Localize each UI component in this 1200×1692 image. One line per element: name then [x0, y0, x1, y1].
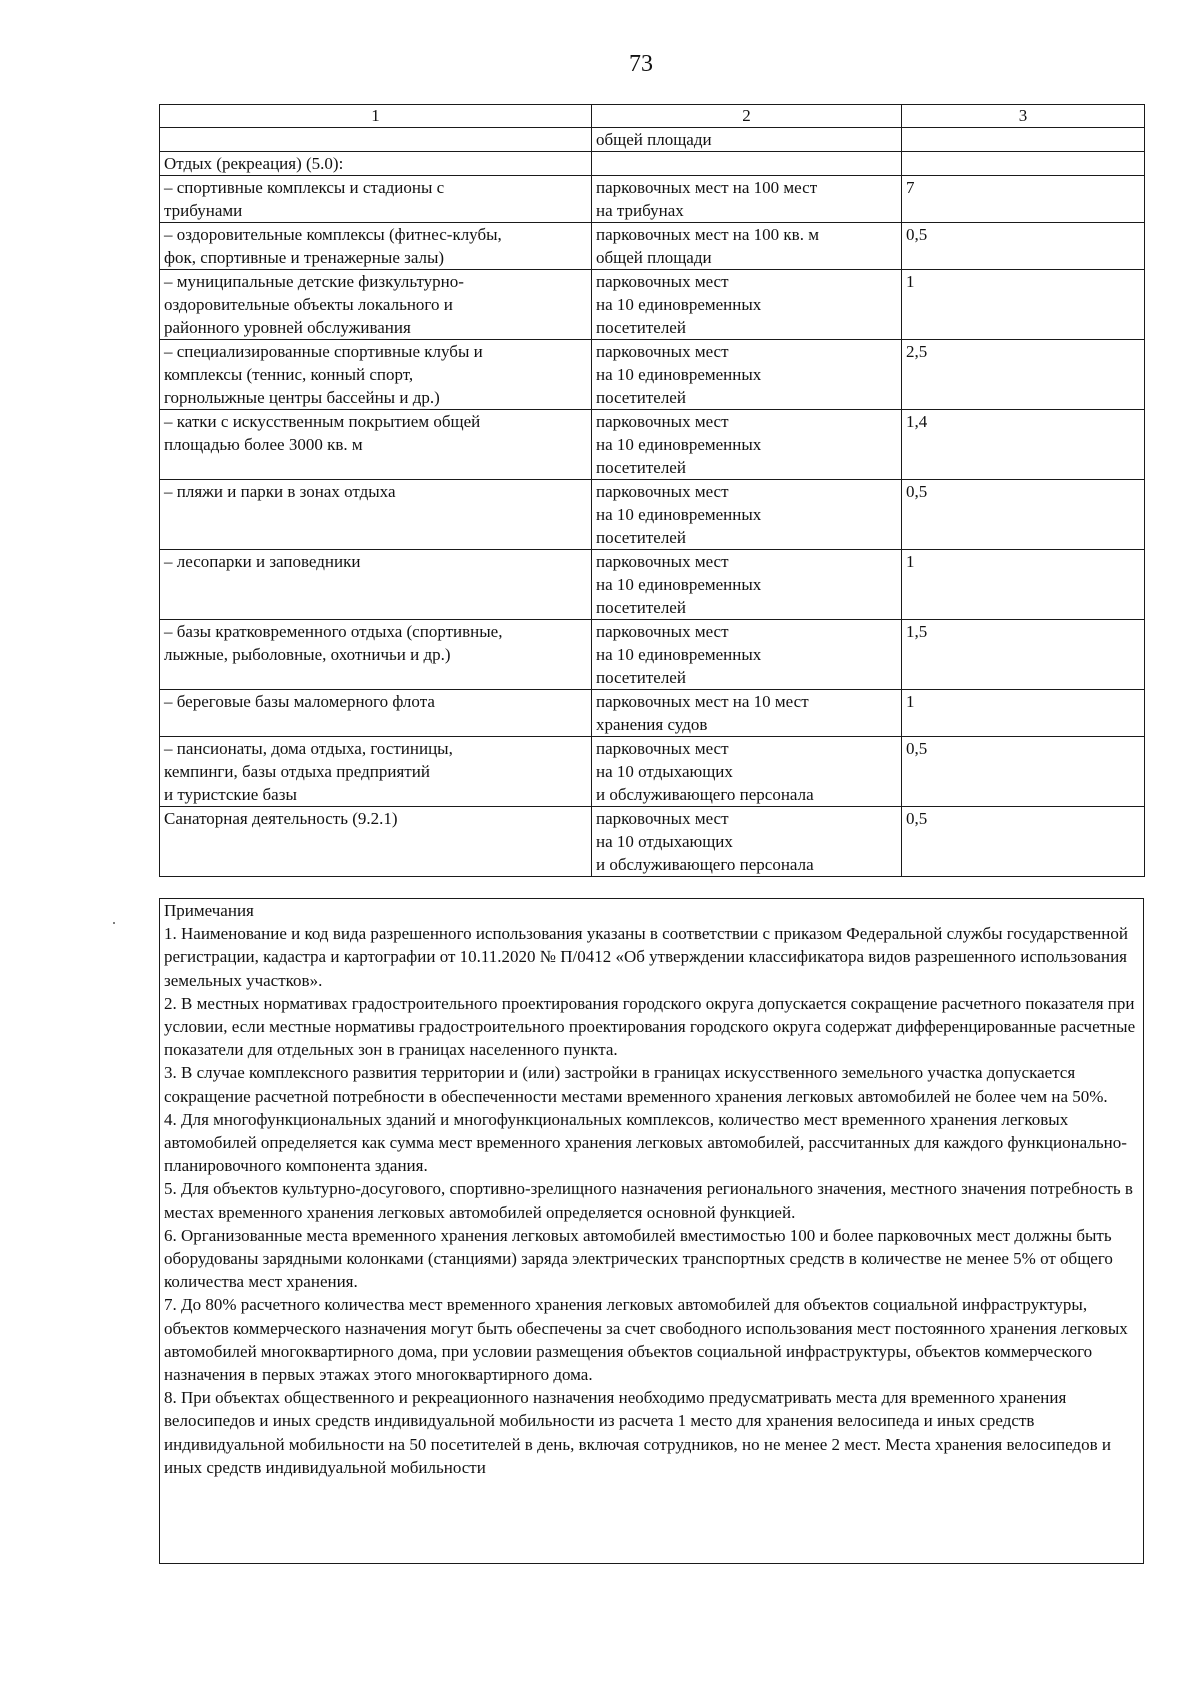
value-cell: 1,4 — [902, 410, 1145, 480]
unit-cell — [592, 152, 902, 176]
table-row — [160, 128, 1145, 152]
value-cell: 1 — [902, 270, 1145, 340]
notes-list — [164, 922, 1139, 1479]
table-row — [160, 223, 1145, 270]
category-cell: – пансионаты, дома отдыха, гостиницы, кемпинги, базы отдыха предприятий и туристские базы — [160, 737, 592, 807]
category-cell: – пляжи и парки в зонах отдыха — [160, 480, 592, 550]
table-row — [160, 807, 1145, 877]
category-cell: – оздоровительные комплексы (фитнес-клубы, фок, спортивные и тренажерные залы) — [160, 223, 592, 270]
note-item: 1. Наименование и код вида разрешенного использования указаны в соответствии с приказом Федеральной службы государственной регистрации, кадастра и картографии от 10.11.2020 № П/0412 «Об утверждении классификатора видов разрешенного использования земельных участков». — [164, 924, 1128, 990]
value-cell: 1,5 — [902, 620, 1145, 690]
unit-cell: парковочных мест на 100 мест на трибунах — [592, 176, 902, 223]
category-cell: – спортивные комплексы и стадионы с трибунами — [160, 176, 592, 223]
unit-cell: парковочных мест на 10 единовременных посетителей — [592, 480, 902, 550]
table-row — [160, 550, 1145, 620]
category-cell: – базы кратковременного отдыха (спортивные, лыжные, рыболовные, охотничьи и др.) — [160, 620, 592, 690]
note-item: 7. До 80% расчетного количества мест временного хранения легковых автомобилей для объектов социальной инфраструктуры, объектов коммерческого назначения могут быть обеспечены за счет свободного использования мест постоянного хранения легковых автомобилей многоквартирного дома, при условии размещения объектов социальной инфраструктуры, объектов коммерческого назначения в первых этажах этого многоквартирного дома. — [164, 1295, 1128, 1385]
category-cell: – муниципальные детские физкультурно- оздоровительные объекты локального и районного уровней обслуживания — [160, 270, 592, 340]
value-cell: 2,5 — [902, 340, 1145, 410]
value-cell: 7 — [902, 176, 1145, 223]
table-row — [160, 270, 1145, 340]
note-item: 6. Организованные места временного хранения легковых автомобилей вместимостью 100 и более парковочных мест должны быть оборудованы зарядными колонками (станциями) заряда электрических транспортных средств в количестве не менее 5% от общего количества мест хранения. — [164, 1225, 1113, 1292]
note-item: 8. При объектах общественного и рекреационного назначения необходимо предусматривать места для временного хранения велосипедов и иных средств индивидуальной мобильности из расчета 1 место для хранения велосипеда и иных средств индивидуальной мобильности на 50 посетителей в день, включая сотрудников, но не менее 2 мест. Места хранения велосипедов и иных средств индивидуальной мобильности — [164, 1388, 1111, 1477]
table-row — [160, 152, 1145, 176]
value-cell: 1 — [902, 550, 1145, 620]
table-row — [160, 690, 1145, 737]
table-row — [160, 620, 1145, 690]
unit-cell: парковочных мест на 10 единовременных посетителей — [592, 270, 902, 340]
unit-cell: парковочных мест на 100 кв. м общей площади — [592, 223, 902, 270]
value-cell: 0,5 — [902, 807, 1145, 877]
table-row — [160, 480, 1145, 550]
unit-cell: общей площади — [592, 128, 902, 152]
note-item: 2. В местных нормативах градостроительного проектирования городского округа допускается сокращение расчетного показателя при условии, если местные нормативы градостроительного проектирования городского округа содержат дифференцированные расчетные показатели для отдельных зон в границах населенного пункта. — [164, 993, 1136, 1060]
note-item: 4. Для многофункциональных зданий и многофункциональных комплексов, количество мест временного хранения легковых автомобилей определяется как сумма мест временного хранения легковых автомобилей, рассчитанных для каждого функционально-планировочного компонента здания. — [164, 1109, 1127, 1176]
unit-cell: парковочных мест на 10 единовременных посетителей — [592, 410, 902, 480]
table-row — [160, 737, 1145, 807]
table-body — [160, 128, 1145, 877]
table-header-row — [160, 105, 1145, 128]
value-cell: 0,5 — [902, 737, 1145, 807]
unit-cell: парковочных мест на 10 единовременных посетителей — [592, 550, 902, 620]
unit-cell: парковочных мест на 10 отдыхающих и обслуживающего персонала — [592, 807, 902, 877]
unit-cell: парковочных мест на 10 единовременных посетителей — [592, 620, 902, 690]
page-number: 73 — [629, 51, 653, 77]
category-cell: Отдых (рекреация) (5.0): — [160, 152, 592, 176]
unit-cell: парковочных мест на 10 мест хранения судов — [592, 690, 902, 737]
category-cell: – катки с искусственным покрытием общей площадью более 3000 кв. м — [160, 410, 592, 480]
category-cell: – лесопарки и заповедники — [160, 550, 592, 620]
category-cell: – специализированные спортивные клубы и комплексы (теннис, конный спорт, горнолыжные центры бассейны и др.) — [160, 340, 592, 410]
scan-artifact — [113, 922, 115, 924]
note-item: 3. В случае комплексного развития территории и (или) застройки в границах искусственного земельного участка допускается сокращение расчетной потребности в обеспеченности местами временного хранения легковых автомобилей не более чем на 50%. — [164, 1063, 1108, 1106]
unit-cell: парковочных мест на 10 отдыхающих и обслуживающего персонала — [592, 737, 902, 807]
table-row — [160, 410, 1145, 480]
category-cell: – береговые базы маломерного флота — [160, 690, 592, 737]
column-header-3: 3 — [902, 105, 1145, 128]
notes-title: Примечания — [164, 901, 254, 920]
column-header-1: 1 — [160, 105, 592, 128]
value-cell — [902, 152, 1145, 176]
notes-block — [159, 898, 1144, 1564]
value-cell: 1 — [902, 690, 1145, 737]
table-row — [160, 340, 1145, 410]
value-cell: 0,5 — [902, 223, 1145, 270]
unit-cell: парковочных мест на 10 единовременных посетителей — [592, 340, 902, 410]
column-header-2: 2 — [592, 105, 902, 128]
table-row — [160, 176, 1145, 223]
value-cell: 0,5 — [902, 480, 1145, 550]
parking-norms-table — [159, 104, 1145, 877]
category-cell: Санаторная деятельность (9.2.1) — [160, 807, 592, 877]
value-cell — [902, 128, 1145, 152]
note-item: 5. Для объектов культурно-досугового, спортивно-зрелищного назначения регионального значения, местного значения потребность в местах временного хранения легковых автомобилей определяется основной функцией. — [164, 1179, 1133, 1222]
category-cell — [160, 128, 592, 152]
